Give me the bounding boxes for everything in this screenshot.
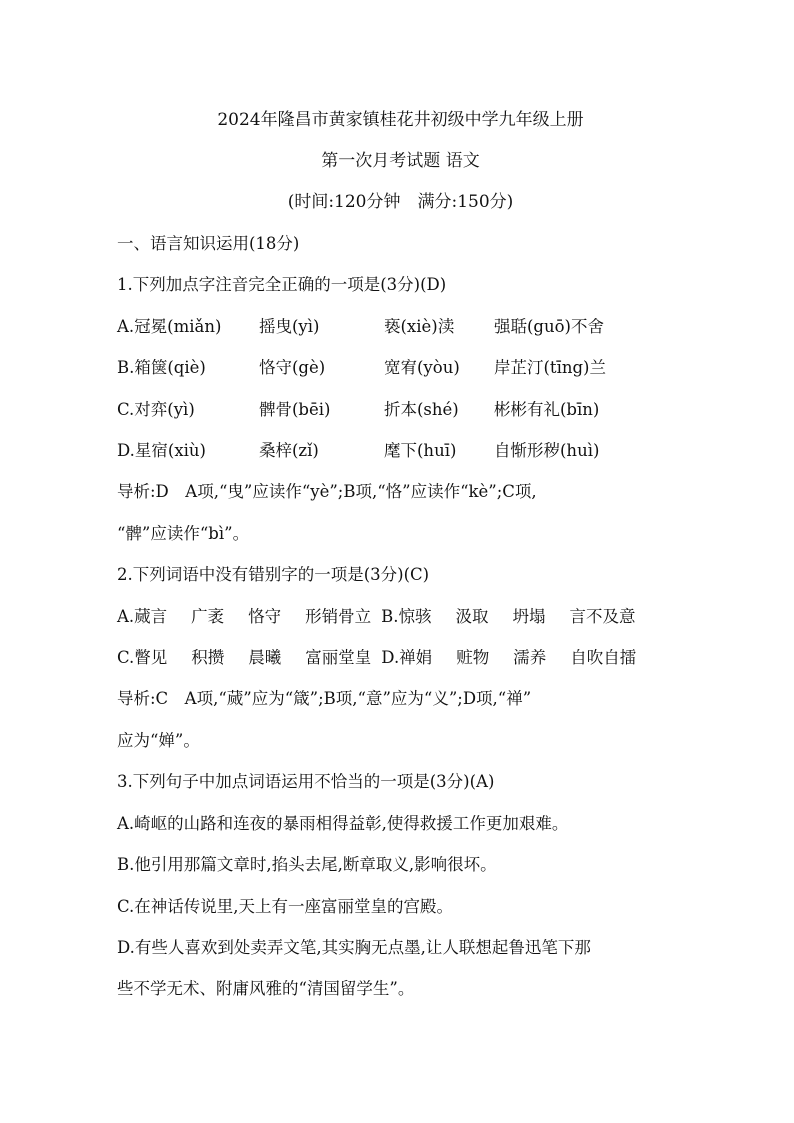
question-2-options-row2 xyxy=(117,637,684,678)
word-item: 恪守 xyxy=(248,606,282,626)
option-item: 强聒(guō)不舍 xyxy=(494,316,604,336)
word-item: 广袤 xyxy=(191,606,225,626)
option-item: 麾下(huī) xyxy=(384,441,457,461)
word-item: 晨曦 xyxy=(248,648,282,668)
question-1-option-d xyxy=(117,430,684,471)
exam-title-line2: 第一次月考试题 语文 xyxy=(321,151,480,171)
question-3-option-b: B.他引用那篇文章时,掐头去尾,断章取义,影响很坏。 xyxy=(117,855,497,875)
option-item: 恪守(gè) xyxy=(259,358,326,378)
question-2-options-row1 xyxy=(117,596,684,637)
option-item: 髀骨(bēi) xyxy=(259,399,331,419)
word-item: A.蒇言 xyxy=(117,606,168,626)
option-item: 折本(shé) xyxy=(384,399,459,419)
word-item: 濡养 xyxy=(513,648,547,668)
question-3-stem: 3.下列句子中加点词语运用不恰当的一项是(3分)(A) xyxy=(117,772,495,792)
question-1-analysis-line2: “髀”应读作“bì”。 xyxy=(117,523,250,543)
question-3-option-a: A.崎岖的山路和连夜的暴雨相得益彰,使得救援工作更加艰难。 xyxy=(117,813,569,833)
word-item: 富丽堂皇 xyxy=(305,648,372,668)
option-item: 宽宥(yòu) xyxy=(384,358,460,378)
option-item: 自惭形秽(huì) xyxy=(494,441,600,461)
question-1-option-c xyxy=(117,389,684,430)
option-item: 岸芷汀(tīng)兰 xyxy=(494,358,606,378)
exam-info: (时间:120分钟 满分:150分) xyxy=(287,192,514,212)
question-2-analysis-line2: 应为“婵”。 xyxy=(117,730,200,750)
option-item: D.星宿(xiù) xyxy=(117,441,206,461)
question-2-analysis-line1: 导析:C A项,“蒇”应为“箴”;B项,“意”应为“义”;D项,“禅” xyxy=(117,689,532,709)
question-1-option-b xyxy=(117,347,684,388)
word-item: D.禅娟 xyxy=(381,648,433,668)
question-2-stem: 2.下列词语中没有错别字的一项是(3分)(C) xyxy=(117,565,430,585)
word-item: B.惊骇 xyxy=(381,606,432,626)
question-3-option-d-line2: 些不学无术、附庸风雅的“清国留学生”。 xyxy=(117,979,415,999)
question-1-analysis-line1: 导析:D A项,“曳”应读作“yè”;B项,“恪”应读作“kè”;C项, xyxy=(117,482,537,502)
question-3-option-d-line1: D.有些人喜欢到处卖弄文笔,其实胸无点墨,让人联想起鲁迅笔下那 xyxy=(117,937,591,957)
exam-title-line1: 2024年隆昌市黄家镇桂花井初级中学九年级上册 xyxy=(217,110,584,130)
section-heading: 一、语言知识运用(18分) xyxy=(117,234,300,253)
word-item: 言不及意 xyxy=(569,606,636,626)
option-item: 桑梓(zǐ) xyxy=(259,441,319,461)
word-item: 自吹自擂 xyxy=(570,648,637,668)
option-item: A.冠冕(miǎn) xyxy=(117,316,222,336)
option-item: B.箱箧(qiè) xyxy=(117,358,206,378)
word-item: 形销骨立 xyxy=(305,606,372,626)
question-3-option-c: C.在神话传说里,天上有一座富丽堂皇的宫殿。 xyxy=(117,896,454,916)
option-item: 亵(xiè)渎 xyxy=(384,316,455,336)
question-1-option-a xyxy=(117,306,684,347)
option-item: C.对弈(yì) xyxy=(117,399,195,419)
word-item: 赃物 xyxy=(456,648,490,668)
option-item: 摇曳(yì) xyxy=(259,316,320,336)
word-item: C.瞥见 xyxy=(117,648,168,668)
word-item: 汲取 xyxy=(455,606,489,626)
question-1-stem: 1.下列加点字注音完全正确的一项是(3分)(D) xyxy=(117,275,447,295)
word-item: 积攒 xyxy=(191,648,225,668)
option-item: 彬彬有礼(bīn) xyxy=(494,399,600,419)
word-item: 坍塌 xyxy=(512,606,546,626)
